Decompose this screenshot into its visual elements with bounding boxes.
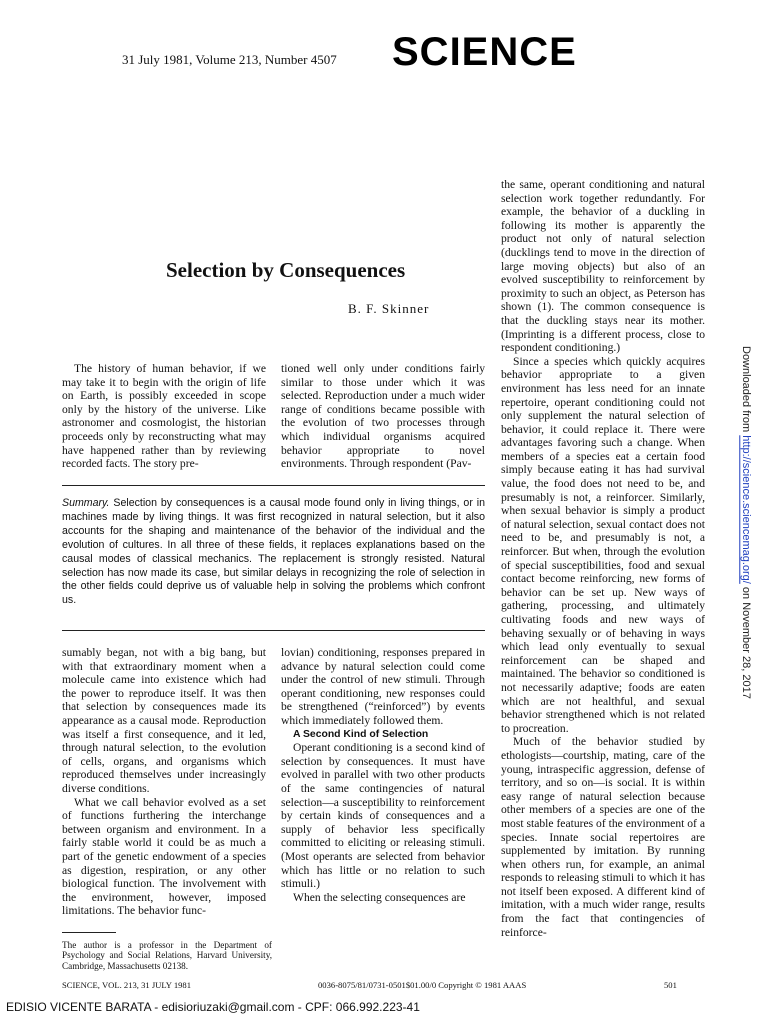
column-2-body	[281, 646, 485, 904]
paragraph: Since a species which quickly acquires behavior appropriate to a given environment has less need for an innate repertoire, operant conditioning could not only supplement the natural selection of behavior, it could replace it. There were advantages favoring such a change. When members of a species eat a certain food simply because eating it has had survival value, the food does not need to be, and presumably is not, a reinforcer. Similarly, when sexual behavior is simply a product of natural selection, sexual contact does not need to be, and presumably is not, a reinforcer. But when, through the evolution of special susceptibilities, food and sexual contact become reinforcing, new forms of behavior can be set up. New ways of gathering, processing, and ultimately cultivating foods and new ways of behaving sexually or of behaving in ways which lead only eventually to sexual reinforcement can be shaped and maintained. The behavior so conditioned is not necessarily adaptive; foods are eaten which are not healthful, and sexual behavior strengthened which is not related to procreation.	[501, 354, 705, 735]
summary-lead: Summary.	[62, 497, 110, 509]
issue-line: 31 July 1981, Volume 213, Number 4507	[122, 52, 337, 67]
paragraph: tioned well only under conditions fairly similar to those under which it was selected. Reproduction under a much wider range of conditions became possible with the evolution of two processes through which individual organisms acquired behavior appropriate to novel environments. Through respondent (Pav-	[281, 362, 485, 471]
paragraph: Much of the behavior studied by ethologists—courtship, mating, care of the young, intraspecific aggression, defense of territory, and so on—is social. It is within easy range of natural selection because other members of a species are one of the most stable features of the environment of a species. Innate social repertoires are supplemented by imitation. By running when others run, for example, an animal responds to releasing stimuli to which it has not itself been exposed. A different kind of imitation, with a much wider range, results from the fact that contingencies of reinforce-	[501, 735, 705, 939]
download-note	[738, 346, 752, 699]
paragraph: The history of human behavior, if we may take it to begin with the origin of life on Earth, is possibly exceeded in scope only by the history of the universe. Like astronomer and cosmologist, the historian proceeds only by reconstructing what may have happened rather than by reviewing recorded facts. The story pre-	[62, 362, 266, 471]
download-suffix: on November 28, 2017	[740, 583, 752, 699]
column-2-intro	[281, 362, 485, 471]
download-link[interactable]: http://science.sciencemag.org/	[740, 435, 752, 584]
owner-watermark-line: EDISIO VICENTE BARATA - edisioriuzaki@gmail.com - CPF: 066.992.223-41	[6, 1000, 420, 1014]
summary-text: Selection by consequences is a causal mode found only in living things, or in machines made by living things. It was first recognized in natural selection, but it also accounts for the shaping and maintenance of the behavior of the individual and the evolution of cultures. In all three of these fields, it replaces explanations based on the causal modes of classical mechanics. The replacement is strongly resisted. Natural selection has now made its case, but similar delays in recognizing the role of selection in the other fields could deprive us of valuable help in solving the problems which confront us.	[62, 497, 485, 607]
paragraph: sumably began, not with a big bang, but with that extraordinary moment when a molecule came into existence which had the power to reproduce itself. It was then that selection by consequences made its appearance as a causal mode. Reproduction was itself a first consequence, and it led, through natural selection, to the evolution of cells, organs, and organisms which reproduced themselves under increasingly diverse conditions.	[62, 646, 266, 795]
column-1-body	[62, 646, 266, 918]
column-1-intro	[62, 362, 266, 471]
summary-bottom-rule	[62, 630, 485, 631]
paragraph: Operant conditioning is a second kind of selection by consequences. It must have evolved in parallel with two other products of the same contingencies of natural selection—a susceptibility to reinforcement by certain kinds of consequences and a supply of behavior less specifically committed to eliciting or releasing stimuli. (Most operants are selected from behavior which has little or no relation to such stimuli.)	[281, 741, 485, 891]
paragraph: lovian) conditioning, responses prepared in advance by natural selection could come under the control of new stimuli. Through operant conditioning, new responses could be strengthened (“reinforced”) by events which immediately followed them.	[281, 646, 485, 727]
footer-journal: SCIENCE, VOL. 213, 31 JULY 1981	[62, 980, 192, 990]
paragraph: What we call behavior evolved as a set of functions furthering the interchange between organism and environment. In a fairly stable world it could be as much a part of the genetic endowment of a species as digestion, respiration, or any other biological function. The involvement with the environment, however, imposed limitations. The behavior func-	[62, 795, 266, 918]
footer-page-number: 501	[664, 980, 677, 990]
column-3	[501, 178, 705, 939]
paragraph: When the selecting consequences are	[293, 890, 466, 904]
article-title: Selection by Consequences	[166, 258, 406, 282]
summary-box	[62, 497, 485, 608]
magazine-masthead: SCIENCE	[392, 30, 577, 74]
article-author: B. F. Skinner	[348, 301, 430, 316]
footnote-rule	[62, 932, 116, 933]
summary-top-rule	[62, 485, 485, 486]
footer-copyright: 0036-8075/81/0731-0501$01.00/0 Copyright © 1981 AAAS	[318, 980, 527, 990]
paragraph: the same, operant conditioning and natural selection work together redundantly. For example, the behavior of a duckling in following its mother is apparently the product not only of natural selection (ducklings tend to move in the direction of large moving objects) but also of an evolved susceptibility to reinforcement by proximity to such an object, as Peterson has shown (1). The common consequence is that the duckling stays near its mother. (Imprinting is a different process, close to respondent conditioning.)	[501, 178, 705, 355]
section-heading: A Second Kind of Selection	[293, 728, 429, 740]
download-prefix: Downloaded from	[740, 346, 752, 436]
author-footnote: The author is a professor in the Department of Psychology and Social Relations, Harvard University, Cambridge, Massachusetts 02138.	[62, 940, 272, 971]
